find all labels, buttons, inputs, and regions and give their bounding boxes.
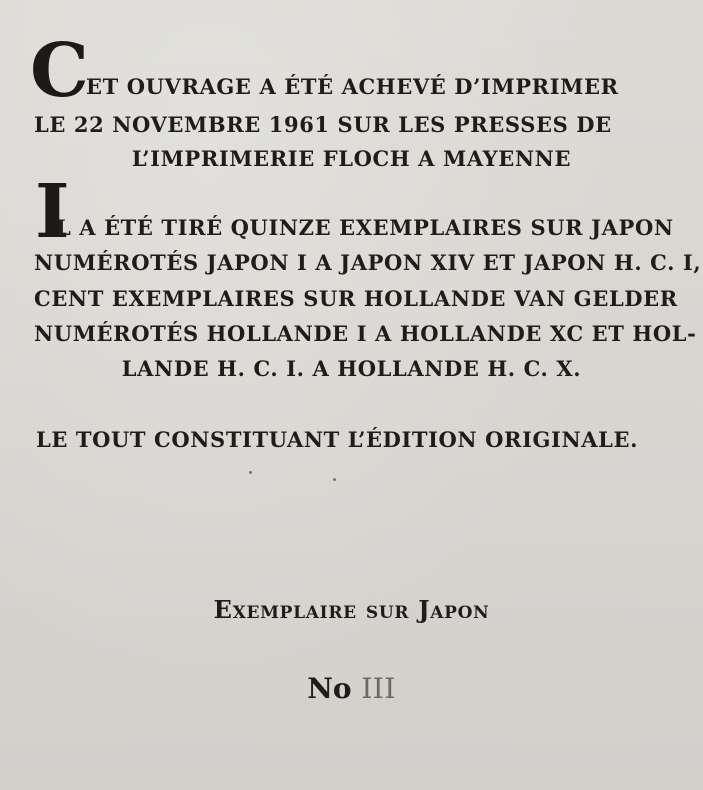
- paragraph-2-line-3: CENT EXEMPLAIRES SUR HOLLANDE VAN GELDER: [34, 286, 678, 311]
- paragraph-1-line-3: L’IMPRIMERIE FLOCH A MAYENNE: [131, 146, 572, 171]
- copy-number-prefix: No: [307, 672, 352, 705]
- paragraph-2-line-5: LANDE H. C. I. A HOLLANDE H. C. X.: [121, 356, 582, 381]
- copy-number: [0, 672, 703, 705]
- ink-speck: [333, 478, 336, 481]
- paragraph-2-line-4: NUMÉROTÉS HOLLANDE I A HOLLANDE XC ET HOL-: [34, 321, 697, 346]
- paragraph-3-line-1: LE TOUT CONSTITUANT L’ÉDITION ORIGINALE.: [36, 427, 639, 452]
- copy-label: Exemplaire sur Japon: [213, 595, 490, 624]
- paragraph-1-line-1: ET OUVRAGE A ÉTÉ ACHEVÉ D’IMPRIMER: [86, 74, 619, 99]
- paragraph-2-dropcap: I: [35, 169, 70, 255]
- paragraph-2-line-2: NUMÉROTÉS JAPON I A JAPON XIV ET JAPON H. C. I,: [34, 250, 702, 275]
- copy-number-value: III: [361, 672, 396, 705]
- paragraph-1-dropcap: C: [30, 28, 89, 114]
- paragraph-2-line-1: L A ÉTÉ TIRÉ QUINZE EXEMPLAIRES SUR JAPON: [56, 215, 674, 240]
- ink-speck: [249, 471, 252, 474]
- paragraph-1-line-2: LE 22 NOVEMBRE 1961 SUR LES PRESSES DE: [34, 112, 612, 137]
